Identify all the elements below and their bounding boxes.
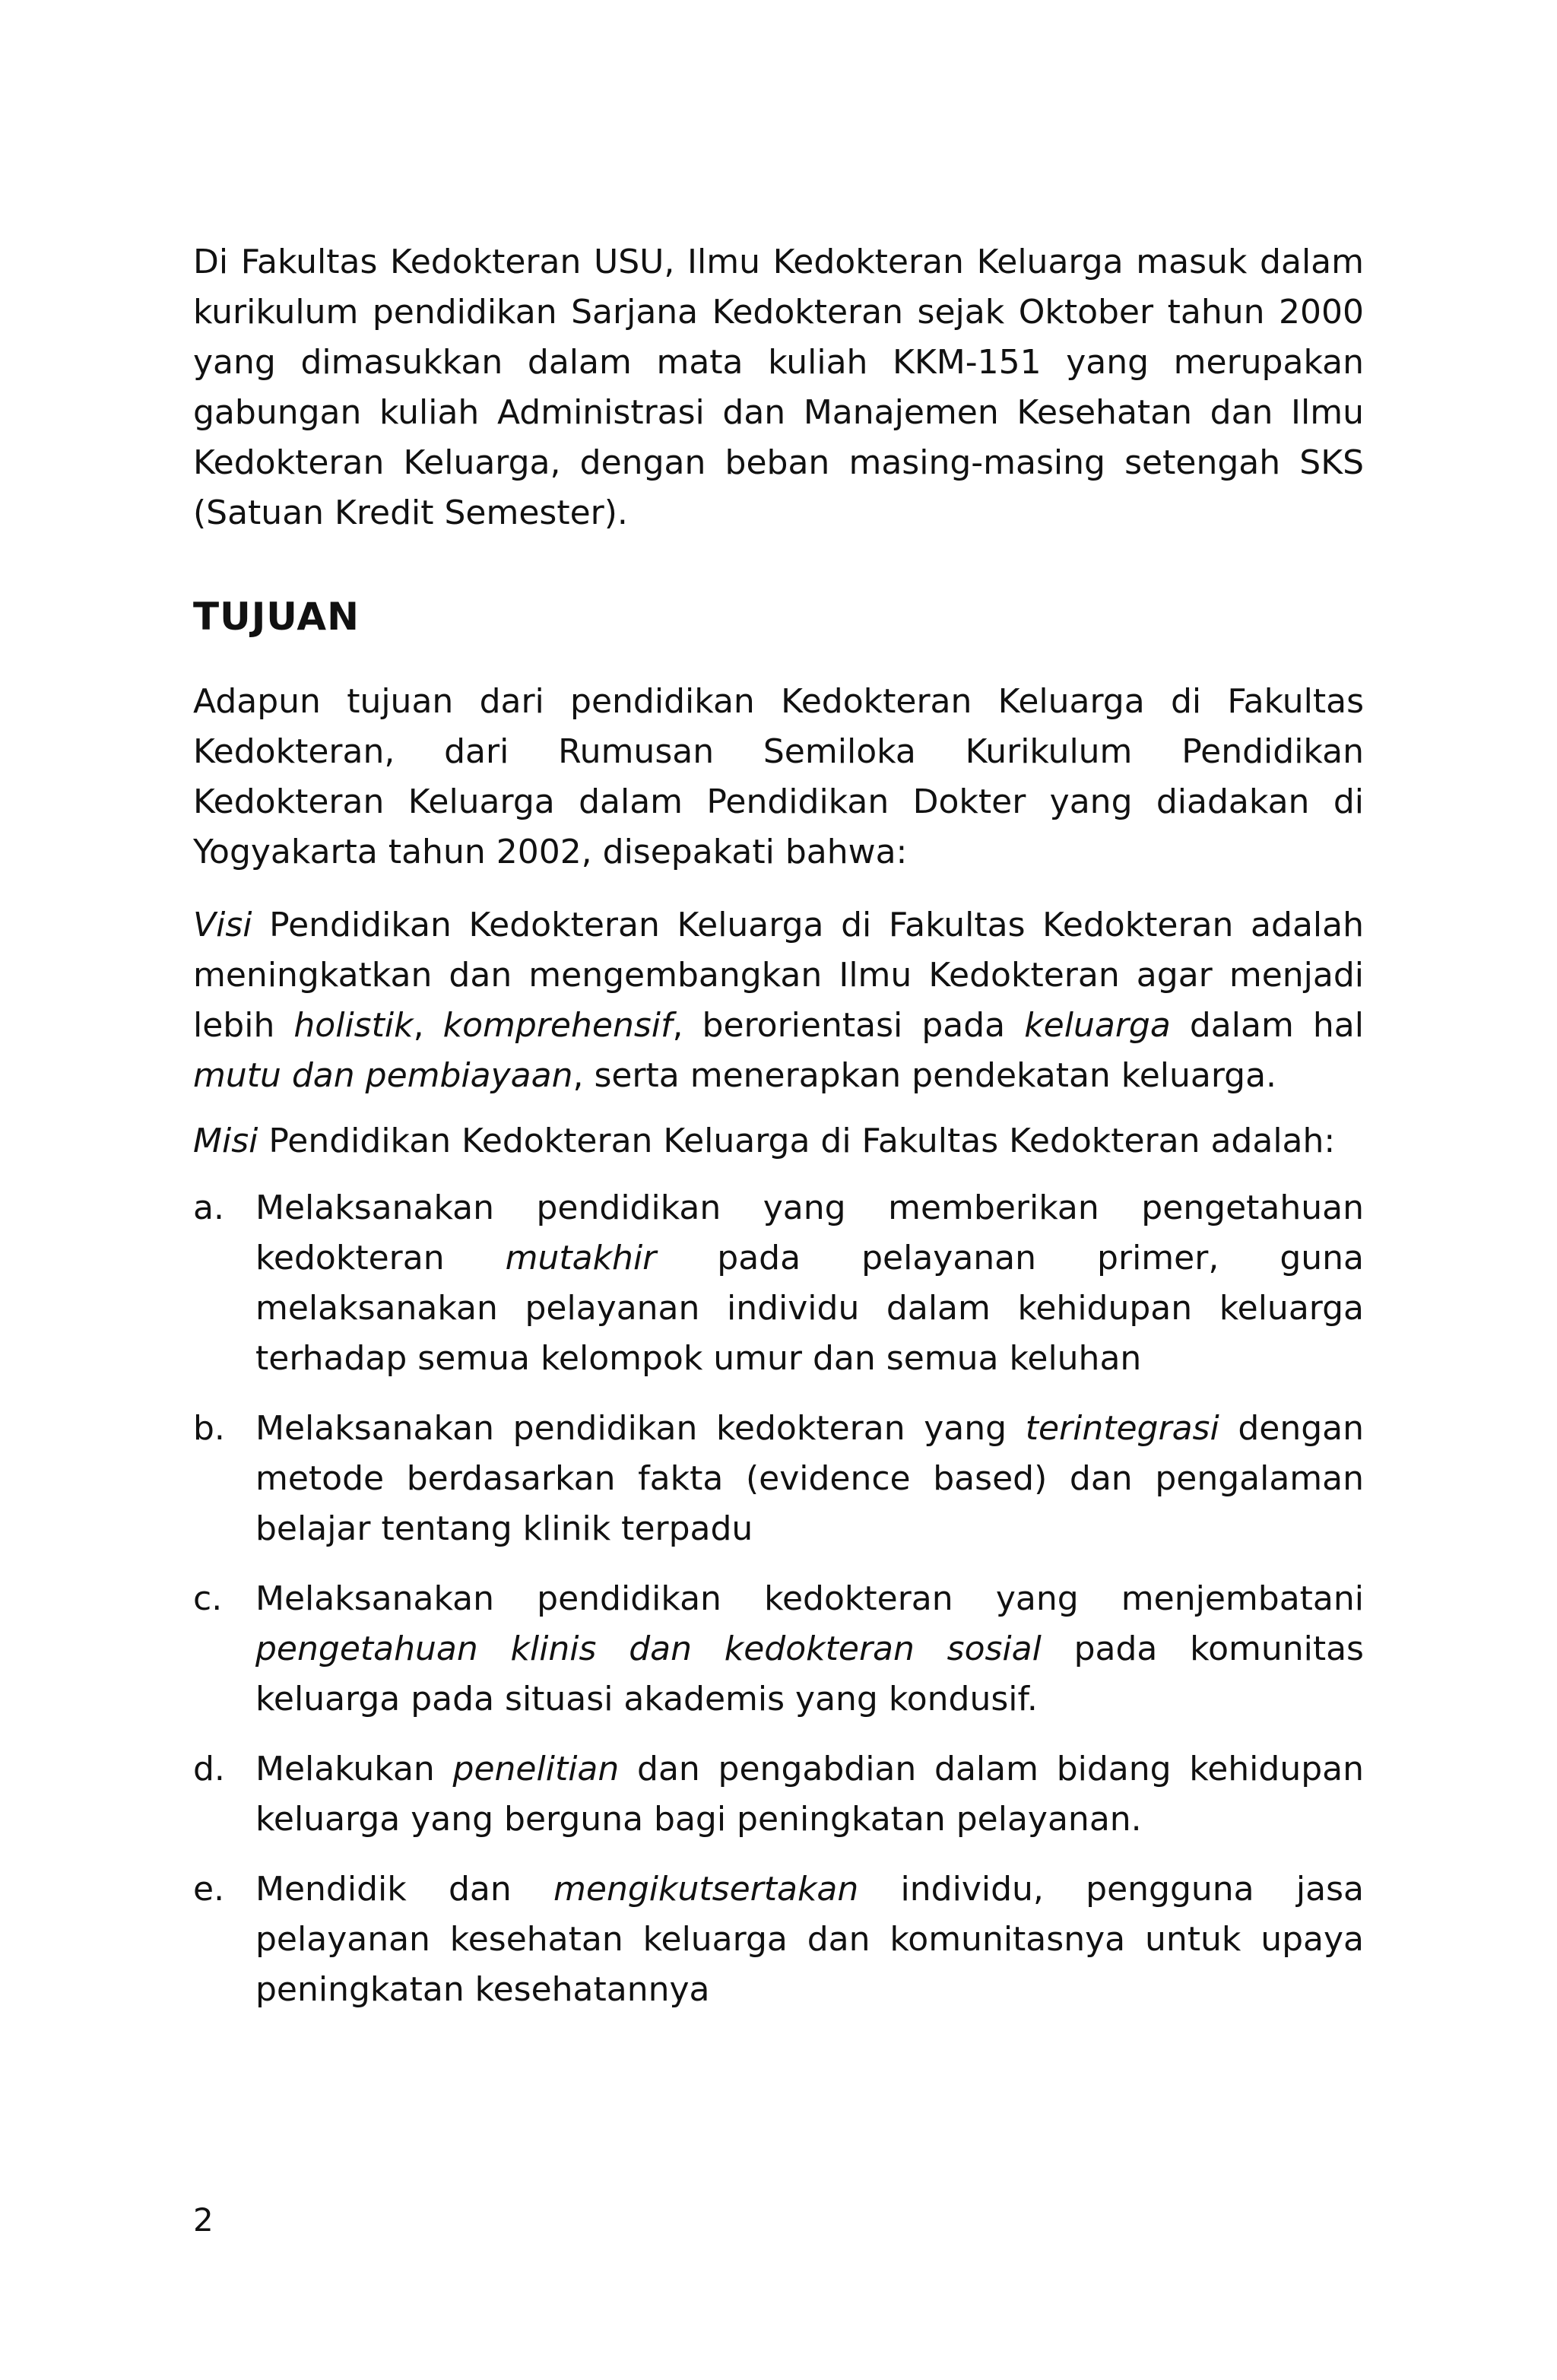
italic-text: mengikutsertakan [553,1870,859,1909]
list-item-text [255,1870,1364,2009]
list-item-text [255,1188,1364,1378]
text-run: pada pelayanan primer, guna melaksanakan pelayanan individu dalam kehidupan keluarga terhadap semua kelompok umur dan semua keluhan [255,1239,1365,1378]
text-run: Pendidikan Kedokteran Keluarga di Fakultas Kedokteran adalah meningkatkan dan mengembangkan Ilmu Kedokteran agar menjadi lebih [193,906,1364,1045]
misi-list-item [193,1744,1364,1845]
text-run: Melakukan [255,1750,453,1788]
text-run: Mendidik dan [255,1870,554,1909]
misi-list [193,1183,1364,2015]
misi-list-item [193,1183,1364,1384]
misi-list-item [193,1864,1364,2015]
list-item-text [255,1409,1364,1548]
text-run: Melaksanakan pendidikan yang memberikan pengetahuan kedokteran [255,1188,1364,1277]
text-run: dan pengabdian dalam bidang kehidupan keluarga yang berguna bagi peningkatan pelayanan. [255,1750,1365,1839]
text-run: , berorientasi pada [672,1006,1025,1045]
misi-list-item [193,1574,1364,1725]
misi-list-item [193,1404,1364,1554]
list-item-text [255,1750,1364,1839]
section-heading-tujuan: TUJUAN [193,595,360,639]
list-marker: b. [193,1409,225,1448]
text-run: individu, pengguna jasa pelayanan kesehatan keluarga dan komunitasnya untuk upaya peningkatan kesehatannya [255,1870,1364,2009]
text-run: , [413,1006,443,1045]
misi-paragraph [193,1116,1364,1166]
text-run: Adapun tujuan dari pendidikan Kedokteran Keluarga di Fakultas Kedokteran, dari Rumusan Semiloka Kurikulum Pendidikan Kedokteran Keluarga dalam Pendidikan Dokter yang diadakan di Yogyakarta tahun 2002, disepakati bahwa: [193,682,1364,871]
text-run: dengan metode berdasarkan fakta (evidence based) dan pengalaman belajar tentang klinik terpadu [255,1409,1364,1548]
text-run: pada komunitas keluarga pada situasi akademis yang kondusif. [255,1630,1364,1718]
italic-text: pengetahuan klinis dan kedokteran sosial [255,1630,1042,1668]
text-run: Melaksanakan pendidikan kedokteran yang [255,1409,1026,1448]
text-run: Melaksanakan pendidikan kedokteran yang menjembatani [255,1579,1364,1618]
italic-text: mutu dan pembiayaan [193,1056,573,1095]
tujuan-paragraph [193,677,1364,877]
list-marker: a. [193,1188,224,1227]
document-page [193,237,1364,2035]
list-marker: e. [193,1870,225,1909]
visi-paragraph [193,900,1364,1101]
italic-text: mutakhir [505,1239,657,1277]
text-run: dalam hal [1170,1006,1364,1045]
italic-text: komprehensif [442,1006,673,1045]
italic-text: Visi [193,906,252,944]
italic-text: holistik [293,1006,414,1045]
page-number: 2 [193,2201,214,2239]
list-marker: d. [193,1750,225,1788]
intro-paragraph [193,237,1364,538]
text-run: Pendidikan Kedokteran Keluarga di Fakultas Kedokteran adalah: [258,1122,1336,1160]
italic-text: penelitian [452,1750,620,1788]
list-marker: c. [193,1579,223,1618]
italic-text: terintegrasi [1025,1409,1219,1448]
italic-text: Misi [193,1122,258,1160]
italic-text: keluarga [1024,1006,1171,1045]
list-item-text [255,1579,1364,1718]
text-run: , serta menerapkan pendekatan keluarga. [572,1056,1277,1095]
text-run: Di Fakultas Kedokteran USU, Ilmu Kedokteran Keluarga masuk dalam kurikulum pendidikan Sarjana Kedokteran sejak Oktober tahun 2000 yang dimasukkan dalam mata kuliah KKM-151 yang merupakan gabungan kuliah Administrasi dan Manajemen Kesehatan dan Ilmu Kedokteran Keluarga, dengan beban masing-masing setengah SKS (Satuan Kredit Semester). [193,243,1364,532]
